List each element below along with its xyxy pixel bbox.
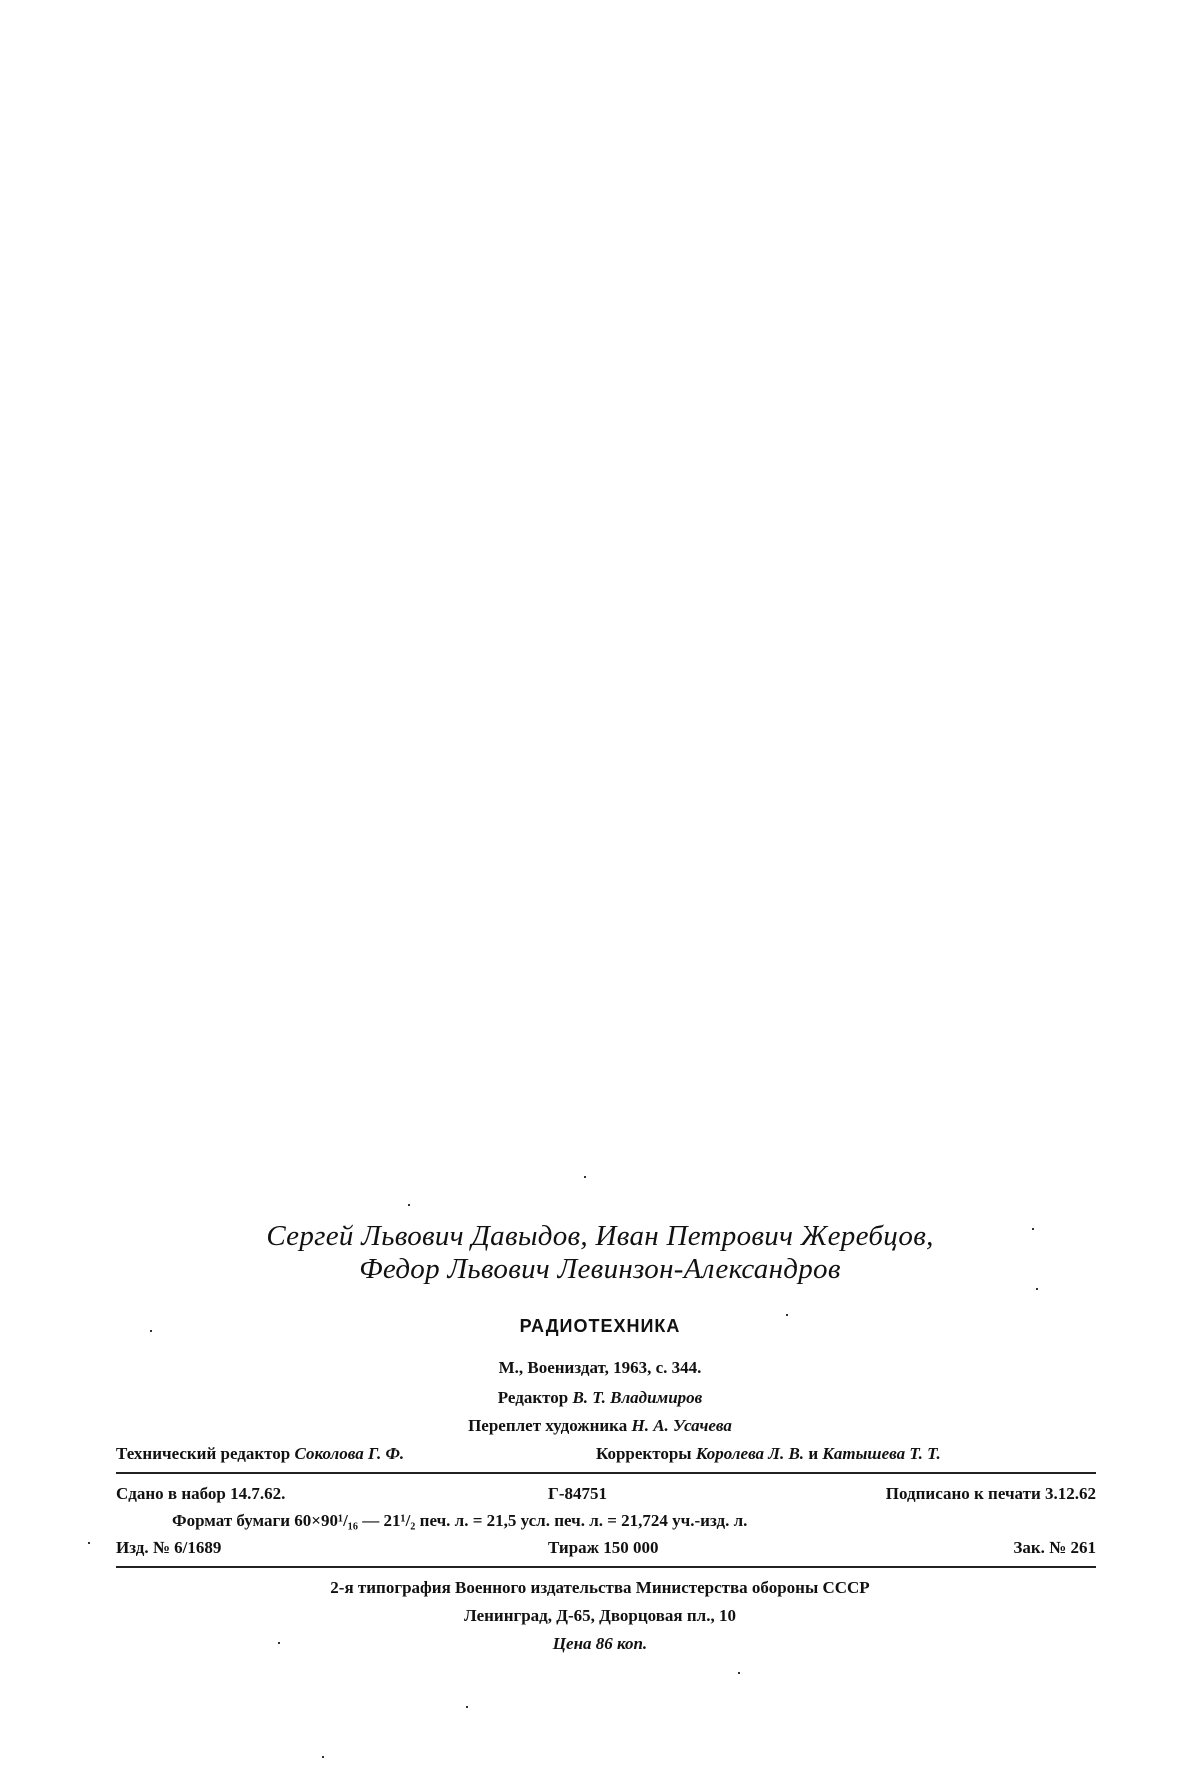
scan-speck <box>322 1756 324 1758</box>
book-title: РАДИОТЕХНИКА <box>519 1316 681 1336</box>
signed-to-print: Подписано к печати 3.12.62 <box>885 1484 1096 1503</box>
scan-speck <box>584 1176 586 1178</box>
correctors-line <box>596 1444 941 1464</box>
paper-format-label: Формат бумаги <box>172 1511 291 1530</box>
sent-to-set: Сдано в набор 14.7.62. <box>116 1484 286 1503</box>
printer-line-2: Ленинград, Д-65, Дворцовая пл., 10 <box>464 1606 736 1625</box>
scan-speck <box>278 1642 280 1644</box>
authors-line-2: Федор Львович Левинзон-Александров <box>359 1253 841 1285</box>
correctors-conj: и <box>808 1444 819 1463</box>
binding-line <box>0 1416 1200 1436</box>
paper-format-line <box>172 1511 747 1531</box>
scan-speck <box>150 1330 152 1332</box>
binding-name: Н. А. Усачева <box>631 1416 732 1435</box>
authors-line-1: Сергей Львович Давыдов, Иван Петрович Жеребцов, <box>266 1220 934 1252</box>
citation: М., Воениздат, 1963, с. 344. <box>498 1358 702 1377</box>
imprint-top-rule <box>116 1472 1096 1474</box>
paper-format-value: 60×90¹/₁₆ — 21¹/₂ <box>294 1511 416 1530</box>
print-run: Тираж 150 000 <box>548 1538 659 1557</box>
scan-speck <box>466 1706 468 1708</box>
imprint-bottom-rule <box>116 1566 1096 1568</box>
binding-label: Переплет художника <box>468 1416 628 1435</box>
censor-code: Г-84751 <box>548 1484 607 1503</box>
izd-number: Изд. № 6/1689 <box>116 1538 222 1557</box>
order-number: Зак. № 261 <box>1013 1538 1096 1557</box>
printer-line-1: 2-я типография Военного издательства Министерства обороны СССР <box>330 1578 870 1597</box>
scan-speck <box>1036 1288 1038 1290</box>
tech-editor-label: Технический редактор <box>116 1444 291 1463</box>
tech-editor-line <box>116 1444 404 1464</box>
editor-label: Редактор <box>497 1388 569 1407</box>
corrector-name-2: Катышева Т. Т. <box>822 1444 941 1463</box>
scan-speck <box>738 1672 740 1674</box>
corrector-name-1: Королева Л. В. <box>695 1444 805 1463</box>
correctors-label: Корректоры <box>596 1444 692 1463</box>
sheets-info: печ. л. = 21,5 усл. печ. л. = 21,724 уч.-изд. л. <box>419 1511 748 1530</box>
tech-editor-name: Соколова Г. Ф. <box>294 1444 405 1463</box>
scan-speck <box>786 1314 788 1316</box>
editor-name: В. Т. Владимиров <box>572 1388 703 1407</box>
editor-line <box>0 1388 1200 1408</box>
scan-speck <box>408 1204 410 1206</box>
scan-speck <box>88 1542 90 1544</box>
scan-speck <box>1032 1228 1034 1230</box>
price: Цена 86 коп. <box>552 1634 648 1653</box>
